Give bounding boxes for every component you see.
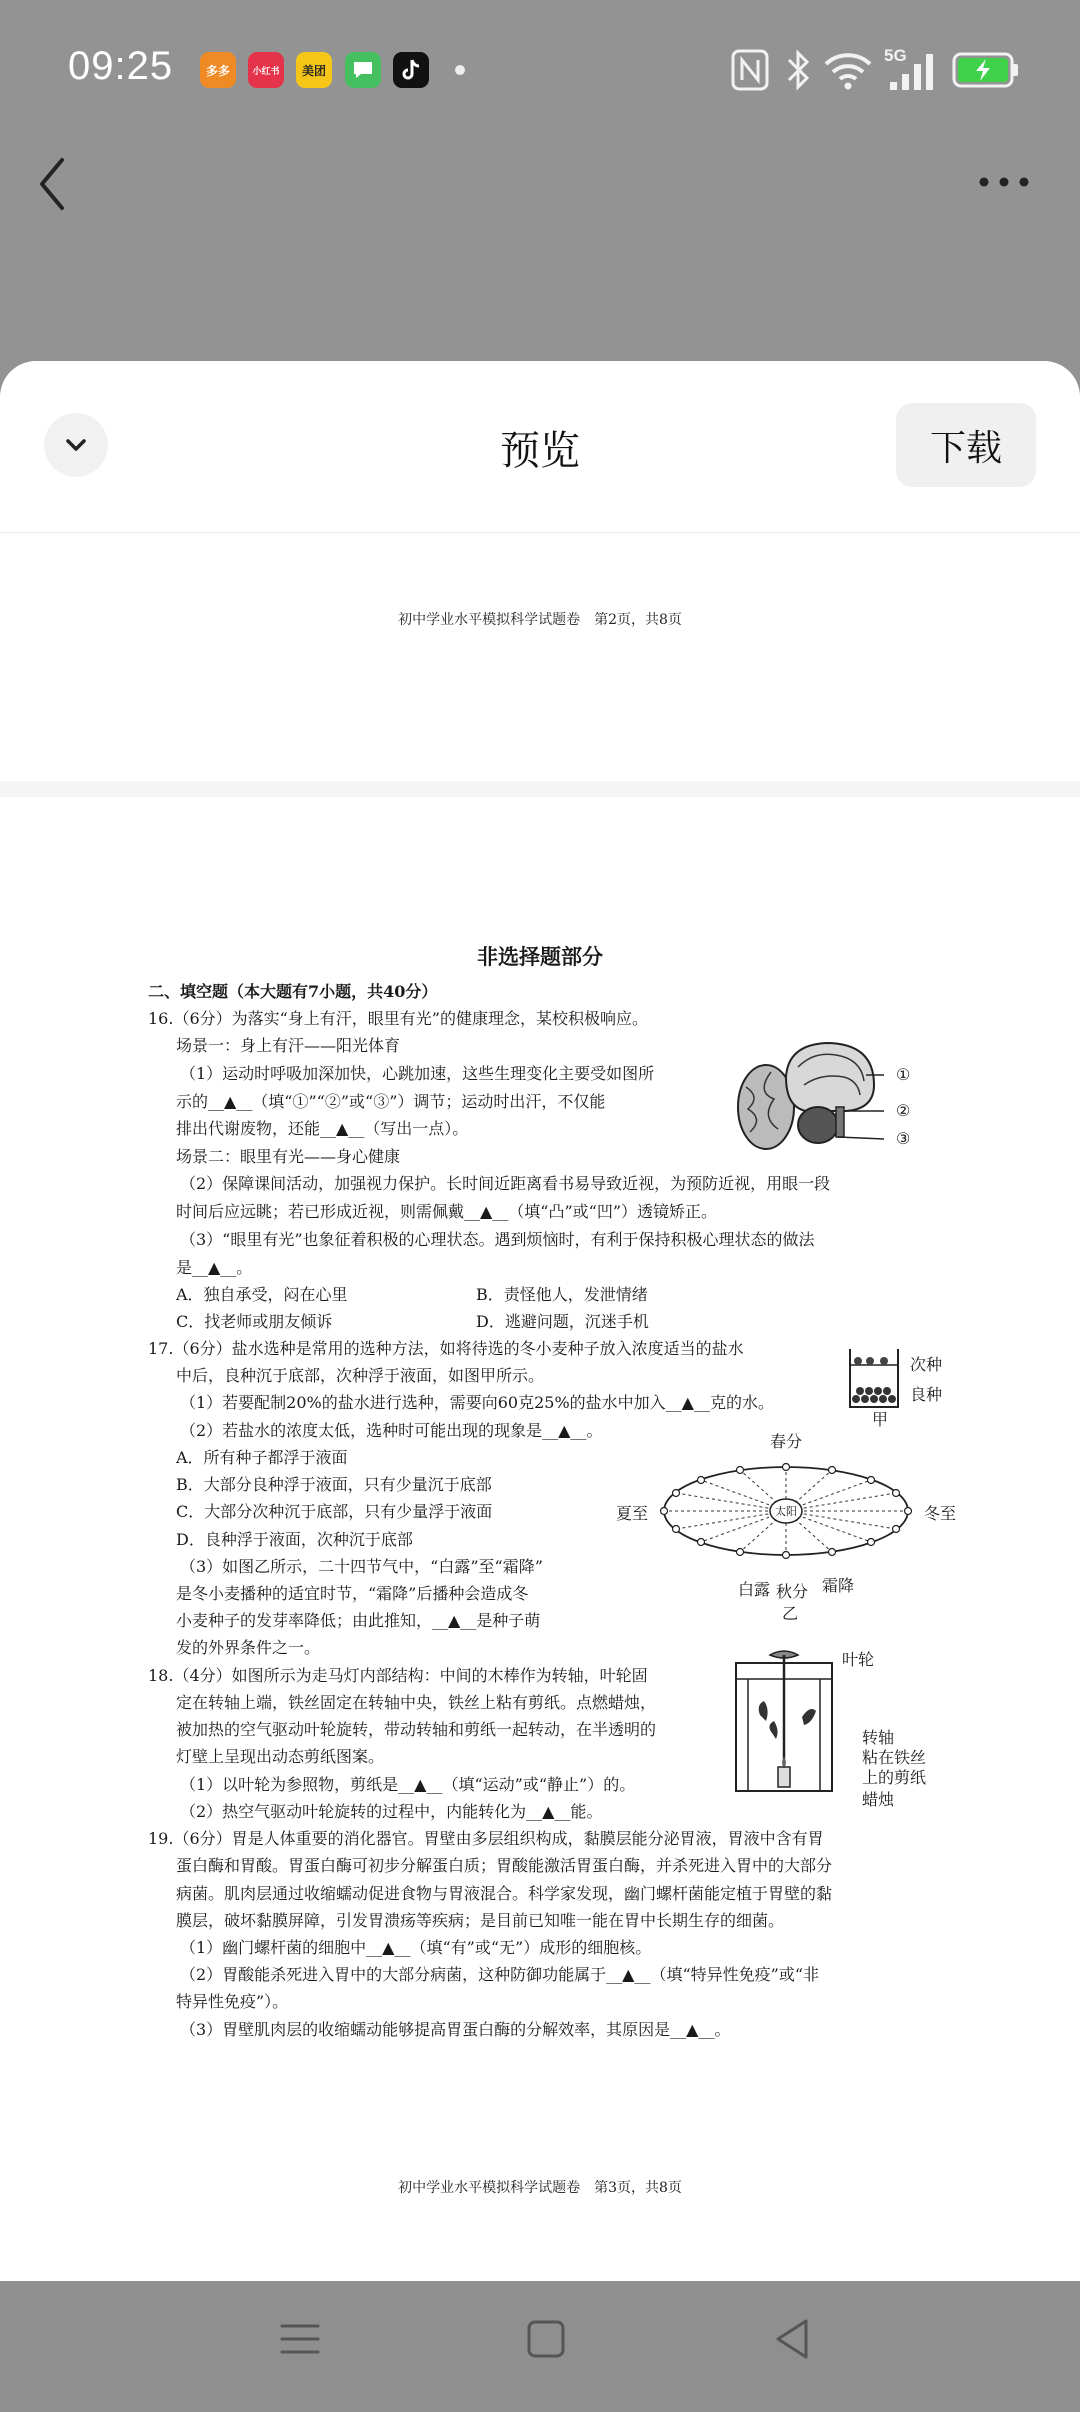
season-shuangjiang: 霜降 [822,1576,855,1595]
doc-line: （3）如图乙所示，二十四节气中，“白露”至“霜降” [180,1557,543,1576]
beaker-label-bottom: 良种 [910,1385,943,1404]
bluetooth-icon [783,48,813,92]
doc-line: 排出代谢废物，还能__▲__（写出一点）。 [176,1119,469,1138]
preview-sheet [0,361,1080,2281]
status-time: 09:25 [68,44,174,88]
battery-charging-icon [952,52,1020,88]
doc-line: （2）保障课间活动，加强视力保护。长时间近距离看书易导致近视，为预防近视，用眼一段 [180,1174,831,1193]
doc-line: （1）运动时呼吸加深加快，心跳加速，这些生理变化主要受如图所 [180,1064,655,1083]
sheet-header [0,361,1080,533]
doc-line: A．独自承受，闷在心里 [176,1285,348,1304]
page-2-footer: 初中学业水平模拟科学试题卷 第2页，共8页 [398,612,682,628]
page-3-footer: 初中学业水平模拟科学试题卷 第3页，共8页 [398,2180,682,2196]
back-triangle-icon[interactable] [762,2309,822,2369]
doc-line: 定在转轴上端，铁丝固定在转轴中央，铁丝上粘有剪纸。点燃蜡烛， [176,1693,657,1712]
season-qiufen: 秋分 [776,1582,809,1601]
doc-line: （3）“眼里有光”也象征着积极的心理状态。遇到烦恼时，有利于保持积极心理状态的做法 [180,1230,815,1249]
season-sun: 太阳 [775,1505,797,1518]
doc-line: 时间后应远眺；若已形成近视，则需佩戴__▲__（填“凸”或“凹”）透镜矫正。 [176,1202,718,1221]
beaker-figure [844,1343,904,1413]
brain-figure [726,1037,890,1157]
lantern-label-impeller: 叶轮 [842,1650,875,1669]
sheet-title: 预览 [500,428,580,474]
doc-line: 19.（6分）胃是人体重要的消化器官。胃壁由多层组织构成，黏膜层能分泌胃液，胃液中含有胃 [148,1829,824,1848]
brain-label-1: ① [896,1065,911,1084]
doc-line: （2）若盐水的浓度太低，选种时可能出现的现象是__▲__。 [180,1421,603,1440]
network-type: 5G [884,46,907,65]
home-square-icon[interactable] [516,2309,576,2369]
doc-line: 是__▲__。 [176,1258,253,1277]
cellular-signal-icon [886,52,940,92]
lantern-label-paper-1: 粘在铁丝 [862,1748,927,1767]
beaker-label-top: 次种 [910,1355,943,1374]
back-arrow-icon[interactable] [28,152,76,216]
lantern-label-axle: 转轴 [862,1728,895,1747]
doc-line: B．责怪他人，发泄情绪 [476,1285,648,1304]
lantern-figure [730,1645,840,1797]
doc-line: 蛋白酶和胃酸。胃蛋白酶可初步分解蛋白质；胃酸能激活胃蛋白酶，并杀死进入胃中的大部分 [176,1856,833,1875]
doc-line: （1）以叶轮为参照物，剪纸是__▲__（填“运动”或“静止”）的。 [180,1775,636,1794]
system-navigation-bar [0,2281,1080,2412]
doc-line: 膜层，破坏黏膜屏障，引发胃溃疡等疾病；是目前已知唯一能在胃中长期生存的细菌。 [176,1911,785,1930]
doc-line: 灯壁上呈现出动态剪纸图案。 [176,1747,385,1766]
doc-line: 小麦种子的发芽率降低；由此推知，__▲__是种子萌 [176,1611,541,1630]
doc-line: 中后，良种沉于底部，次种浮于液面，如图甲所示。 [176,1366,545,1385]
doc-line: D．良种浮于液面，次种沉于底部 [176,1530,413,1549]
doc-line: 场景一：身上有汗——阳光体育 [176,1036,401,1055]
brain-label-3: ③ [896,1129,911,1148]
lantern-label-candle: 蜡烛 [862,1790,895,1809]
season-winter: 冬至 [924,1504,957,1523]
more-notifications-dot-icon [455,65,465,75]
doc-line: B．大部分良种浮于液面，只有少量沉于底部 [176,1475,492,1494]
xiaohongshu-app-icon: 小红书 [248,52,284,88]
season-summer: 夏至 [616,1504,649,1523]
doc-line: （3）胃壁肌肉层的收缩蠕动能够提高胃蛋白酶的分解效率，其原因是__▲__。 [180,2020,731,2039]
messages-app-icon [345,52,381,88]
doc-line: 场景二：眼里有光——身心健康 [176,1147,401,1166]
menu-recents-icon[interactable] [270,2309,330,2369]
duoduo-app-icon: 多多 [200,52,236,88]
season-bailu: 白露 [738,1580,771,1599]
section-title: 非选择题部分 [477,944,603,969]
doc-line: 病菌。肌肉层通过收缩蠕动促进食物与胃液混合。科学家发现，幽门螺杆菌能定植于胃壁的黏 [176,1884,833,1903]
status-bar [0,0,1080,140]
doc-line: 二、填空题（本大题有7小题，共40分） [148,982,438,1001]
doc-line: 16.（6分）为落实“身上有汗，眼里有光”的健康理念，某校积极响应。 [148,1009,648,1028]
doc-line: 17.（6分）盐水选种是常用的选种方法，如将待选的冬小麦种子放入浓度适当的盐水 [148,1339,744,1358]
page-2-bottom [0,533,1080,781]
season-spring: 春分 [770,1432,803,1451]
more-options-icon[interactable] [976,172,1032,192]
doc-line: 是冬小麦播种的适宜时节，“霜降”后播种会造成冬 [176,1584,529,1603]
doc-line: D．逃避问题，沉迷手机 [476,1312,649,1331]
meituan-app-icon: 美团 [296,52,332,88]
doc-line: 18.（4分）如图所示为走马灯内部结构：中间的木棒作为转轴，叶轮固 [148,1666,648,1685]
doc-line: 发的外界条件之一。 [176,1638,321,1657]
doc-line: C．大部分次种沉于底部，只有少量浮于液面 [176,1502,493,1521]
lantern-label-paper-2: 上的剪纸 [862,1768,927,1787]
doc-line: A．所有种子都浮于液面 [176,1448,348,1467]
doc-line: （1）幽门螺杆菌的细胞中__▲__（填“有”或“无”）成形的细胞核。 [180,1938,652,1957]
download-button[interactable]: 下载 [896,403,1036,487]
doc-line: 示的__▲__（填“①”“②”或“③”）调节；运动时出汗，不仅能 [176,1092,606,1111]
wifi-icon [822,48,874,92]
doc-line: （2）胃酸能杀死进入胃中的大部分病菌，这种防御功能属于__▲__（填“特异性免疫”或“非 [180,1965,820,1984]
doc-line: 被加热的空气驱动叶轮旋转，带动转轴和剪纸一起转动，在半透明的 [176,1720,657,1739]
doc-line: 特异性免疫”）。 [176,1992,289,2011]
doc-line: C．找老师或朋友倾诉 [176,1312,333,1331]
douyin-app-icon [393,52,429,88]
brain-label-2: ② [896,1101,911,1120]
page-3 [0,797,1080,2281]
doc-line: （1）若要配制20%的盐水进行选种，需要向60克25%的盐水中加入__▲__克的水。 [180,1393,774,1412]
beaker-caption: 甲 [872,1410,889,1429]
document-preview[interactable] [0,533,1080,2281]
doc-line: （2）热空气驱动叶轮旋转的过程中，内能转化为__▲__能。 [180,1802,603,1821]
seasons-caption: 乙 [782,1604,799,1623]
nfc-icon [730,48,770,92]
